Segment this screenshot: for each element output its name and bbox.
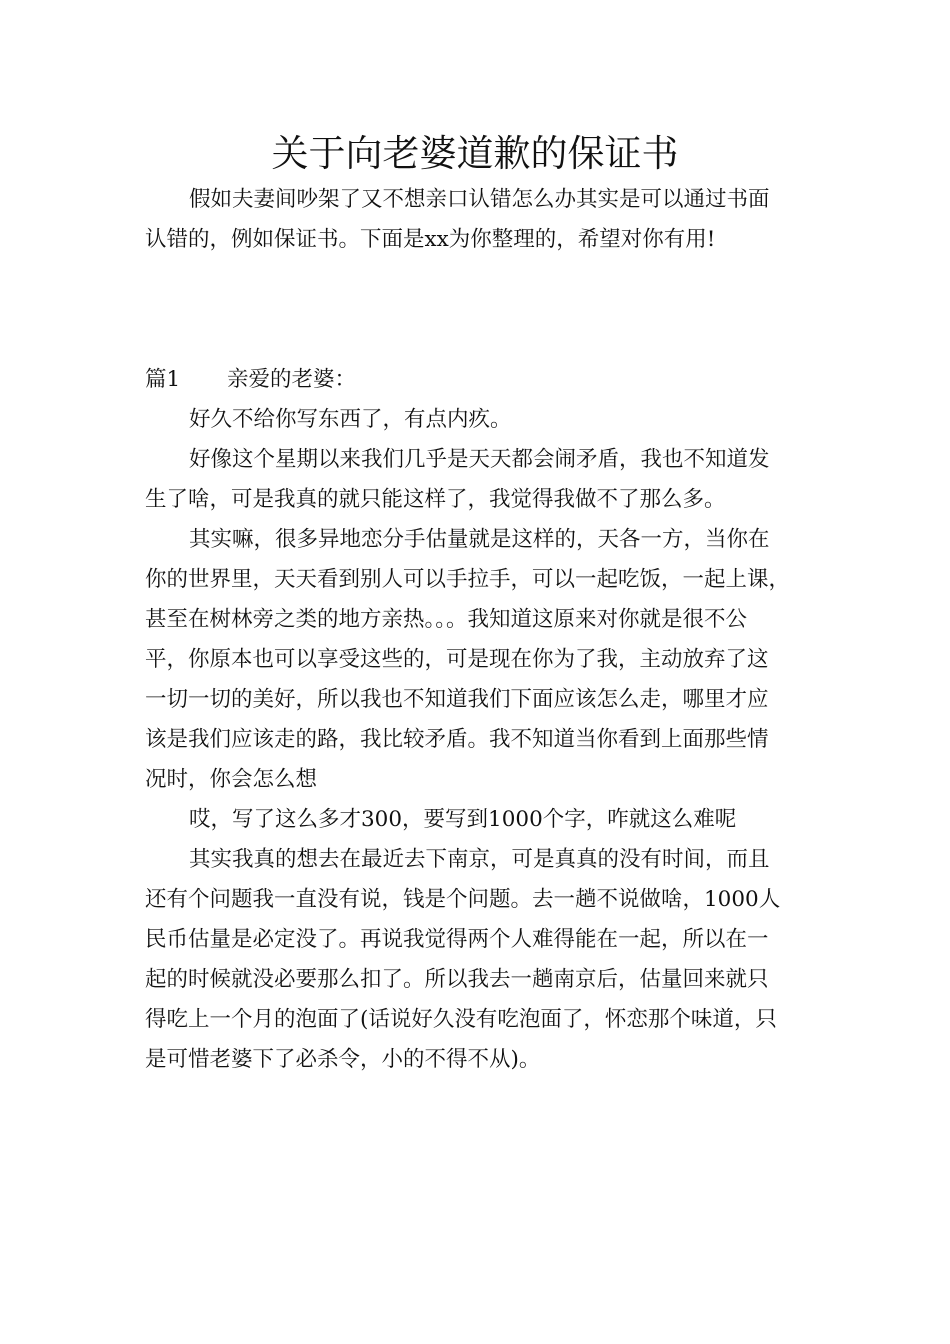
section-number: 篇1: [145, 367, 181, 392]
paragraph-line: 你的世界里，天天看到别人可以手拉手，可以一起吃饭，一起上课，: [145, 567, 791, 592]
salutation: 亲爱的老婆：: [227, 367, 357, 392]
document-body: [145, 180, 825, 1080]
paragraph-line: 好久不给你写东西了，有点内疚。: [189, 407, 512, 432]
paragraph-line: 甚至在树林旁之类的地方亲热。。。我知道这原来对你就是很不公: [145, 607, 748, 632]
paragraph-line: 况时，你会怎么想: [145, 767, 318, 792]
paragraph: [145, 520, 825, 800]
paragraph-line: 平，你原本也可以享受这些的，可是现在你为了我，主动放弃了这: [145, 647, 769, 672]
paragraph-line: 一切一切的美好，所以我也不知道我们下面应该怎么走，哪里才应: [145, 687, 769, 712]
paragraph-line: 哎，写了这么多才300，要写到1000个字，咋就这么难呢: [189, 807, 737, 832]
document-title: 关于向老婆道歉的保证书: [271, 132, 679, 175]
paragraph: [145, 400, 825, 440]
paragraph-line: 还有个问题我一直没有说，钱是个问题。去一趟不说做啥，1000人: [145, 887, 781, 912]
paragraph-line: 得吃上一个月的泡面了(话说好久没有吃泡面了，怀恋那个味道，只: [145, 1007, 777, 1032]
paragraph-line: 其实嘛，很多异地恋分手估量就是这样的，天各一方，当你在: [189, 527, 770, 552]
paragraph-line: 其实我真的想去在最近去下南京，可是真真的没有时间，而且: [189, 847, 770, 872]
section-heading: [145, 360, 825, 400]
paragraph-line: 该是我们应该走的路，我比较矛盾。我不知道当你看到上面那些情: [145, 727, 769, 752]
paragraph: [145, 440, 825, 520]
paragraph-line: 好像这个星期以来我们几乎是天天都会闹矛盾，我也不知道发: [189, 447, 770, 472]
paragraph-line: 民币估量是必定没了。再说我觉得两个人难得能在一起，所以在一: [145, 927, 769, 952]
paragraph-line: 是可惜老婆下了必杀令，小的不得不从)。: [145, 1047, 541, 1072]
intro-paragraph: [145, 180, 825, 260]
paragraph-line: 起的时候就没必要那么扣了。所以我去一趟南京后，估量回来就只: [145, 967, 769, 992]
intro-line: 认错的，例如保证书。下面是xx为你整理的，希望对你有用!: [145, 227, 716, 252]
spacer: [145, 260, 825, 360]
paragraph: [145, 800, 825, 840]
intro-line: 假如夫妻间吵架了又不想亲口认错怎么办其实是可以通过书面: [189, 187, 770, 212]
paragraph-line: 生了啥，可是我真的就只能这样了，我觉得我做不了那么多。: [145, 487, 726, 512]
paragraph: [145, 840, 825, 1080]
